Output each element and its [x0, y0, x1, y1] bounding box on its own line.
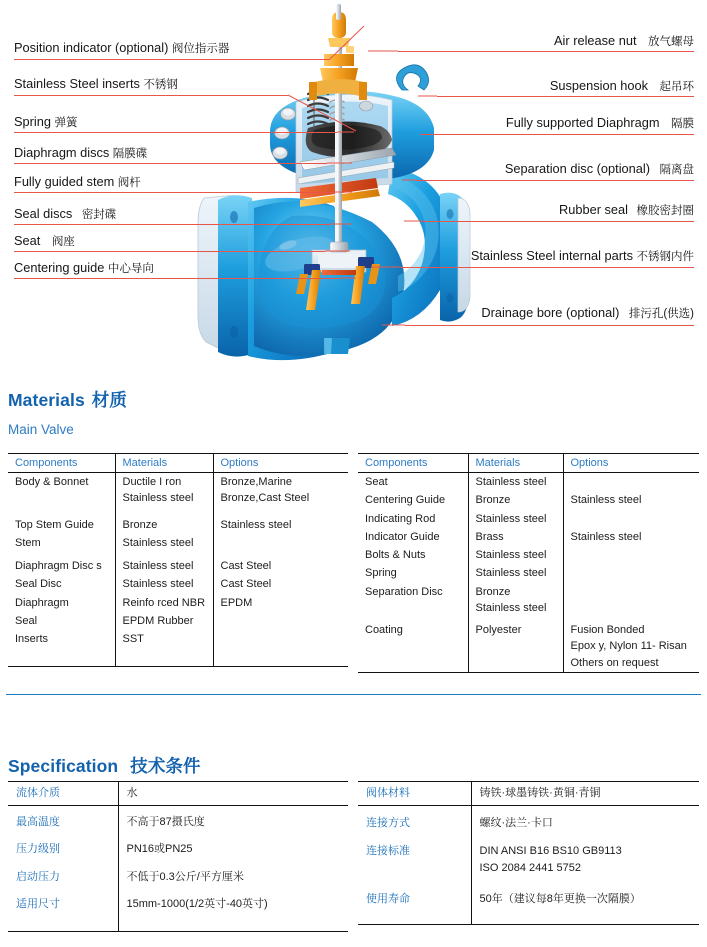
cell-component: Stem: [15, 536, 41, 549]
cell-material: Stainless steel: [115, 552, 213, 575]
table-row: [8, 534, 348, 552]
callout-cn: 密封碟: [81, 209, 117, 221]
callout-cn: 阀杆: [117, 177, 141, 189]
spec-row: [8, 805, 348, 833]
spec-value: 15mm-1000(1/2英寸-40英寸): [118, 888, 348, 916]
cell-component: Bolts & Nuts: [365, 549, 426, 562]
col-options: Options: [563, 454, 699, 473]
callout-cn: 排污孔(供选): [628, 308, 694, 320]
callout-stainless-internal-parts: [471, 250, 694, 264]
cell-component: Top Stem Guide: [15, 518, 94, 531]
cell-component: Inserts: [15, 633, 49, 646]
callout-en: Air release nut: [554, 33, 637, 48]
callout-cn: 阀位指示器: [171, 43, 230, 55]
spec-row-spacer: [8, 916, 348, 932]
spec-row: [8, 782, 348, 806]
table-row: [358, 583, 699, 618]
cell-option: Stainless steel: [213, 508, 348, 534]
specification-heading-en: Specification: [8, 756, 119, 776]
callout-en: Suspension hook: [549, 78, 649, 93]
cell-material: Stainless steel: [468, 510, 563, 528]
cell-option: [563, 583, 699, 618]
callout-cn: 不锈钢内件: [636, 251, 694, 263]
callout-cn: 橡胶密封圈: [636, 205, 694, 217]
cell-empty: [118, 916, 348, 932]
valve-cutaway-svg: [196, 2, 496, 374]
callout-en: Seal discs: [14, 206, 73, 221]
col-components: Components: [8, 454, 115, 473]
leader-line: [421, 134, 694, 135]
spec-label: 连接标准: [366, 845, 410, 857]
cell-material: EPDM Rubber: [115, 612, 213, 630]
spec-label: 连接方式: [366, 816, 410, 829]
callout-cn: 隔膜: [671, 118, 694, 130]
table-row: [358, 564, 699, 582]
leader-line: [14, 163, 327, 164]
specification-section: [0, 745, 707, 947]
callout-suspension-hook: [550, 80, 694, 94]
callout-centering-guide: [14, 262, 154, 276]
materials-heading-cn: 材质: [91, 390, 127, 410]
section-divider: [6, 694, 701, 695]
cell-material: Stainless steel: [115, 534, 213, 552]
cell-component: Indicator Guide: [365, 530, 440, 543]
spec-row: [358, 879, 699, 911]
spec-label: 阀体材料: [358, 782, 471, 806]
callout-cn: 不锈钢: [143, 79, 178, 91]
spec-label: 压力级别: [16, 843, 60, 855]
materials-table-right: [358, 453, 699, 673]
cell-option: Fusion Bonded Epox y, Nylon 11- Risan Others on request: [563, 617, 699, 672]
spec-row: [358, 834, 699, 879]
cell-option: Cast Steel: [213, 552, 348, 575]
col-materials: Materials: [115, 454, 213, 473]
spec-label: 适用尺寸: [16, 898, 60, 910]
spec-value: 铸铁·球墨铸铁·黄铜·青铜: [471, 782, 699, 806]
leader-line: [14, 132, 337, 133]
leader-line: [14, 95, 288, 96]
specification-table-left: [8, 781, 348, 932]
leader-line: [14, 192, 334, 193]
cell-empty: [115, 648, 213, 666]
spec-value: 50年（建议每8年更换一次隔膜）: [471, 879, 699, 911]
table-row: [8, 612, 348, 630]
cell-component: Body & Bonnet: [15, 476, 89, 488]
cell-material: Stainless steel: [115, 575, 213, 593]
callout-en: Drainage bore (optional): [481, 305, 620, 320]
cell-material: Stainless steel: [468, 473, 563, 492]
spec-value: 水: [118, 782, 348, 806]
col-options: Options: [213, 454, 348, 473]
leader-line: [398, 51, 694, 52]
callout-cn: 起吊环: [659, 81, 694, 93]
table-row: [8, 473, 348, 508]
spec-value: 螺纹·法兰·卡口: [471, 805, 699, 834]
leader-line: [415, 180, 694, 181]
cell-component: Coating: [358, 617, 468, 672]
table-row: [8, 508, 348, 534]
table-row: [358, 546, 699, 564]
valve-diagram-section: [0, 0, 707, 378]
materials-heading: [8, 387, 127, 412]
specification-heading-cn: 技术条件: [130, 756, 201, 776]
callout-rubber-seal: [559, 204, 694, 218]
callout-en: Spring: [14, 114, 51, 129]
callout-en: Centering guide: [14, 260, 105, 275]
table-row: [358, 491, 699, 509]
callout-en: Position indicator (optional): [14, 40, 169, 55]
cell-option: [563, 473, 699, 492]
spec-label: 流体介质: [8, 782, 118, 806]
callout-separation-disc: [505, 163, 694, 177]
cell-component: Centering Guide: [365, 494, 446, 507]
cell-option: Stainless steel: [563, 528, 699, 546]
cell-option: [563, 546, 699, 564]
col-components: Components: [358, 454, 468, 473]
cell-component: Diaphragm: [15, 596, 69, 609]
table-row: [358, 617, 699, 672]
cell-option: Bronze,Marine Bronze,Cast Steel: [213, 473, 348, 508]
cell-component: Diaphragm Disc s: [15, 560, 102, 573]
callout-air-release-nut: [554, 35, 694, 49]
leader-line: [405, 325, 694, 326]
callout-stainless-steel-inserts: [14, 78, 178, 92]
callout-drainage-bore: [481, 307, 694, 321]
callout-en: Separation disc (optional): [504, 161, 651, 176]
spec-label: 启动压力: [16, 870, 60, 883]
cell-option: [213, 534, 348, 552]
materials-heading-en: Materials: [8, 390, 85, 410]
cell-option: Stainless steel: [563, 491, 699, 509]
callout-en: Rubber seal: [559, 202, 629, 217]
callout-cn: 隔膜碟: [112, 148, 148, 160]
table-row-spacer: [8, 648, 348, 666]
spec-row: [8, 888, 348, 916]
cell-material: Reinfo rced NBR: [115, 594, 213, 612]
callout-seal-discs: [14, 208, 116, 222]
cell-empty: [471, 911, 699, 925]
leader-line: [14, 251, 325, 252]
spec-value: PN16或PN25: [118, 833, 348, 861]
callout-position-indicator: [14, 42, 229, 56]
table-row: [8, 630, 348, 648]
callout-fully-guided-stem: [14, 176, 141, 190]
cell-empty: [358, 911, 471, 925]
callout-cn: 放气螺母: [648, 36, 694, 48]
cell-component: Spring: [365, 567, 397, 580]
leader-line: [14, 224, 330, 225]
table-header-row: [358, 454, 699, 473]
leader-line: [14, 278, 340, 279]
callout-fully-supported-diaphragm: [506, 117, 694, 131]
table-row: [8, 594, 348, 612]
spec-value: 不低于0.3公斤/平方厘米: [118, 861, 348, 889]
cell-option: EPDM: [213, 594, 348, 612]
callout-spring: [14, 116, 77, 130]
cell-empty: [8, 648, 115, 666]
callout-cn: 中心导向: [107, 263, 154, 275]
callout-en: Stainless Steel inserts: [14, 76, 140, 91]
cell-material: Bronze: [115, 508, 213, 534]
leader-line: [423, 221, 694, 222]
specification-table-right: [358, 781, 699, 925]
spec-row: [358, 782, 699, 806]
cell-material: Polyester: [468, 617, 563, 672]
materials-table-left: [8, 453, 348, 667]
spec-row: [8, 833, 348, 861]
cell-component: Indicating Rod: [365, 512, 436, 525]
spec-row: [358, 805, 699, 834]
cell-material: Ductile I ron Stainless steel: [115, 473, 213, 508]
cell-material: Bronze Stainless steel: [468, 583, 563, 618]
leader-line: [437, 96, 694, 97]
table-header-row: [8, 454, 348, 473]
cell-component: Seal Disc: [15, 578, 62, 591]
spec-row-spacer: [358, 911, 699, 925]
materials-section: [0, 378, 707, 696]
specification-heading: [8, 753, 201, 778]
leader-line: [401, 267, 694, 268]
callout-cn: 阀座: [51, 236, 75, 248]
callout-en: Stainless Steel internal parts: [470, 248, 634, 263]
callout-en: Seat: [14, 233, 41, 248]
cell-material: Stainless steel: [468, 564, 563, 582]
cell-empty: [8, 916, 118, 932]
callout-en: Fully guided stem: [14, 174, 115, 189]
table-row: [358, 473, 699, 492]
cell-option: [213, 612, 348, 630]
table-row: [8, 575, 348, 593]
cell-component: Separation Disc: [365, 585, 443, 598]
cell-component: Seat: [365, 476, 388, 488]
cell-material: Brass: [468, 528, 563, 546]
table-row: [358, 510, 699, 528]
callout-cn: 隔离盘: [659, 164, 694, 176]
leader-line: [14, 59, 330, 60]
materials-subheading: Main Valve: [8, 422, 74, 437]
spec-label: 最高温度: [16, 815, 60, 828]
table-row: [358, 528, 699, 546]
cell-material: Stainless steel: [468, 546, 563, 564]
spec-value: 不高于87摄氏度: [118, 805, 348, 833]
cell-option: [213, 630, 348, 648]
cell-component: Seal: [15, 614, 38, 627]
spec-value: DIN ANSI B16 BS10 GB9113 ISO 2084 2441 5752: [471, 834, 699, 879]
cell-option: [563, 564, 699, 582]
valve-cutaway-illustration: [196, 2, 496, 374]
cell-material: SST: [115, 630, 213, 648]
spec-label: 使用寿命: [366, 893, 410, 905]
callout-diaphragm-discs: [14, 147, 147, 161]
callout-en: Fully supported Diaphragm: [505, 115, 660, 130]
callout-cn: 弹簧: [54, 117, 78, 129]
spec-row: [8, 861, 348, 889]
cell-empty: [213, 648, 348, 666]
callout-en: Diaphragm discs: [14, 145, 110, 160]
callout-seat: [14, 235, 75, 249]
table-row: [8, 552, 348, 575]
cell-material: Bronze: [468, 491, 563, 509]
col-materials: Materials: [468, 454, 563, 473]
cell-option: Cast Steel: [213, 575, 348, 593]
cell-option: [563, 510, 699, 528]
